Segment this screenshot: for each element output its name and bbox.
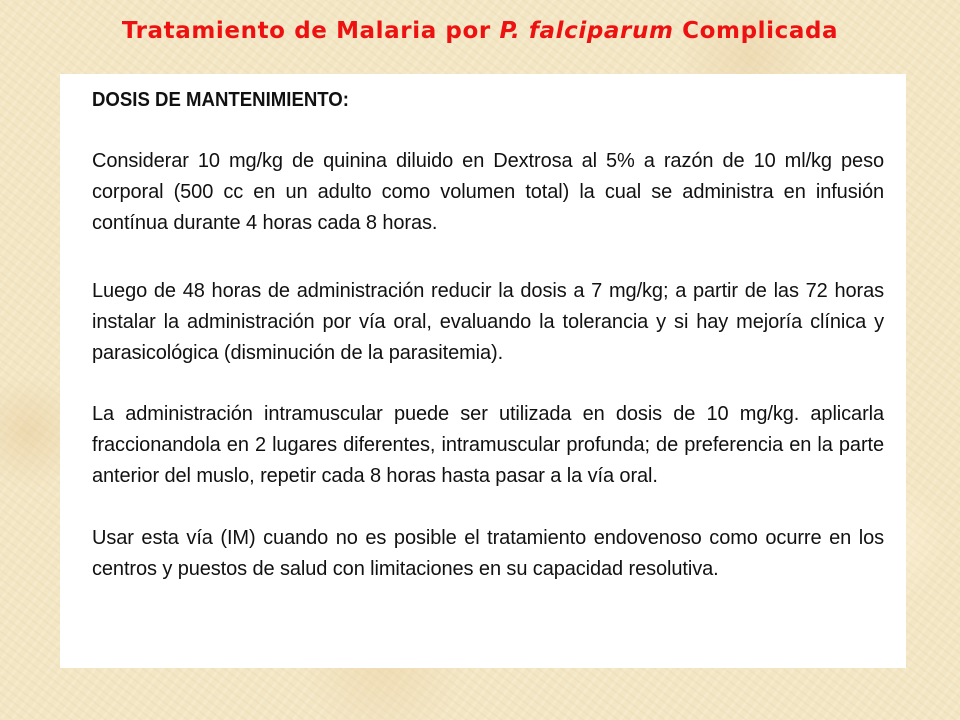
paragraph-dose-reduction: Luego de 48 horas de administración reducir la dosis a 7 mg/kg; a partir de las 72 horas instalar la administración por vía oral, evaluando la tolerancia y si hay mejoría clínica y parasicológica (disminución de la parasitemia). — [92, 280, 884, 364]
paragraph-im-usage: Usar esta vía (IM) cuando no es posible el tratamiento endovenoso como ocurre en los centros y puestos de salud con limitaciones en su capacidad resolutiva. — [92, 527, 884, 580]
paragraph-intramuscular: La administración intramuscular puede ser utilizada en dosis de 10 mg/kg. aplicarla fraccionandola en 2 lugares diferentes, intramuscular profunda; de preferencia en la parte anterior del muslo, repetir cada 8 horas hasta pasar a la vía oral. — [92, 403, 884, 487]
document-heading: DOSIS DE MANTENIMIENTO: — [92, 89, 349, 111]
slide-title-text: Tratamiento de Malaria por — [121, 18, 500, 44]
slide-title — [0, 16, 960, 46]
slide-title-suffix: Complicada — [673, 18, 839, 44]
paragraph-infusion-dose: Considerar 10 mg/kg de quinina diluido en Dextrosa al 5% a razón de 10 ml/kg peso corporal (500 cc en un adulto como volumen total) la cual se administra en infusión contínua durante 4 horas cada 8 horas. — [92, 150, 884, 234]
scanned-document — [60, 74, 906, 668]
slide-title-species: P. falciparum — [499, 18, 674, 44]
